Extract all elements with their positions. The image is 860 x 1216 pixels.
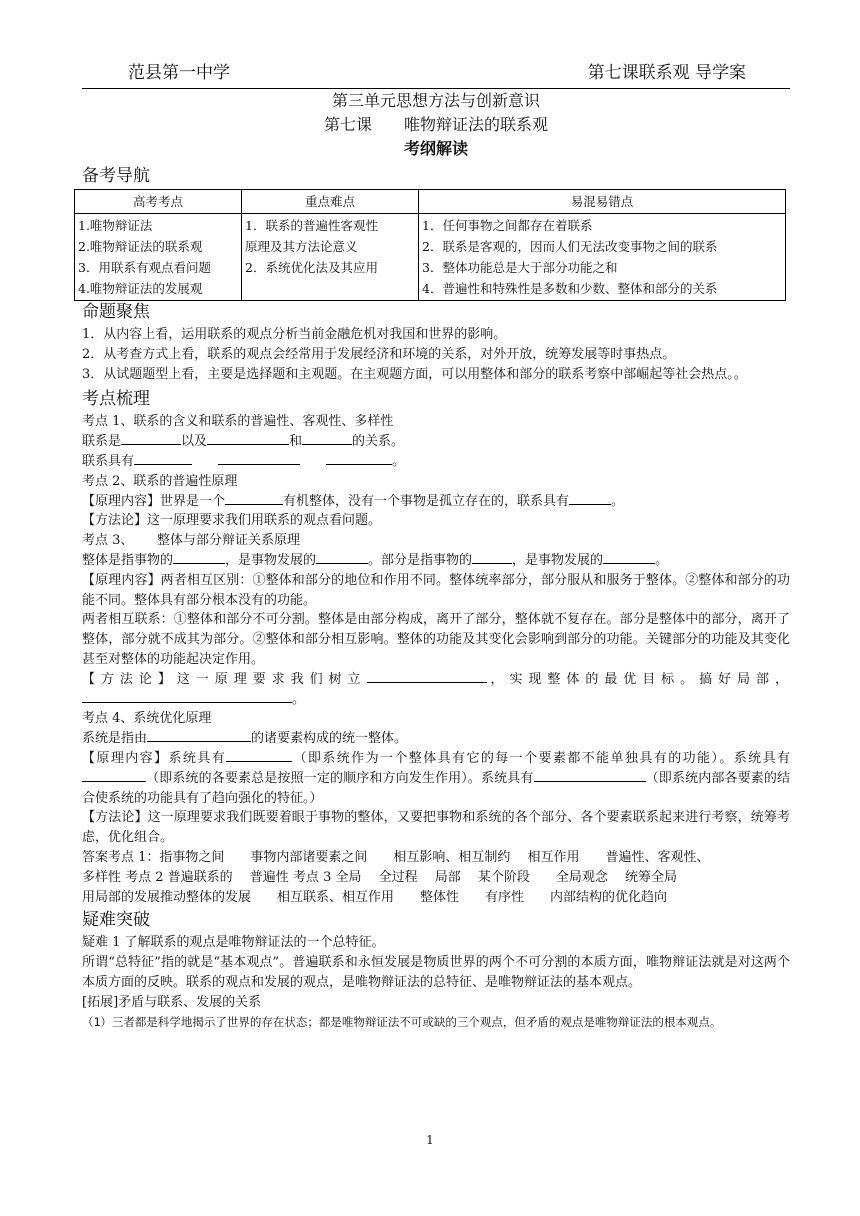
- blank: [316, 551, 368, 564]
- text: 。: [655, 552, 669, 568]
- hard-extend: [拓展]矛盾与联系、发展的关系: [82, 994, 262, 1010]
- text: 联系是: [82, 434, 122, 450]
- focus-item: 3．从试题题型上看，主要是选择题和主观题。在主观题方面，可以用整体和部分的联系考察中部崛起等社会热点。。: [82, 366, 747, 382]
- exam-table: [74, 189, 786, 301]
- unit-title: 第三单元思想方法与创新意识: [331, 91, 540, 110]
- answer-line: 答案考点 1：指事物之间 事物内部诸要素之间 相互影响、相互制约 相互作用 普遍性、客观性、: [82, 849, 710, 865]
- text: 联系具有: [82, 453, 135, 469]
- focus-item: 2．从考查方式上看，联系的观点会经常用于发展经济和环境的关系，对外开放，统筹发展等时事热点。: [82, 346, 676, 362]
- text: 【原理内容】世界是一个: [82, 493, 226, 509]
- page-number: 1: [426, 1133, 434, 1147]
- blank: [207, 432, 289, 445]
- hard-title: 疑难 1 了解联系的观点是唯物辩证法的一个总特征。: [82, 935, 385, 951]
- blank: [134, 452, 192, 465]
- list-item: 原理及其方法论意义: [245, 239, 358, 254]
- text: 有机整体，没有一个事物是孤立存在的，联系具有: [283, 493, 570, 509]
- blank: [225, 492, 283, 505]
- kp1-line2: [82, 452, 790, 472]
- list-item: 4.唯物辩证法的发展观: [78, 281, 203, 296]
- list-item: 4．普遍性和特殊性是多数和少数、整体和部分的关系: [422, 281, 718, 296]
- table-row: [75, 214, 786, 301]
- list-item: 3．用联系有观点看问题: [78, 260, 211, 275]
- blank: [603, 551, 655, 564]
- kp4-title: 考点 4、系统优化原理: [82, 711, 212, 727]
- kp1-line: [82, 432, 790, 452]
- table-header-row: [75, 190, 786, 214]
- text: （即系统作为一个整体具有它的每一个要素都不能单独具有的功能）。系统具有: [292, 750, 790, 766]
- kp3-method: [82, 670, 790, 710]
- text: ，是事物发展的: [512, 552, 604, 568]
- list-item: 2.唯物辩证法的联系观: [78, 239, 203, 254]
- text: 系统是指由: [82, 731, 148, 747]
- lesson-title: 第七课 唯物辩证法的联系观: [323, 115, 548, 134]
- blank: [326, 452, 392, 465]
- text: 。: [611, 493, 625, 509]
- kp1-title: 考点 1、联系的含义和联系的普遍性、客观性、多样性: [82, 414, 394, 430]
- list-item: 1.唯物辩证法: [78, 218, 153, 233]
- text: 。部分是指事物的: [368, 552, 473, 568]
- kp2-method: 【方法论】这一原理要求我们用联系的观点看问题。: [82, 513, 382, 529]
- text: 【方法论】这一原理要求我们树立: [82, 671, 367, 687]
- hard-body: 所谓“总特征”指的就是“基本观点”。普遍联系和永恒发展是物质世界的两个不可分割的本质方面，唯物辩证法就是对这两个本质方面的反映。联系的观点和发展的观点，是唯物辩证法的总特征、是唯物辩证法的基本观点。: [82, 955, 790, 990]
- heading-points: 考点梳理: [82, 389, 150, 410]
- kp3-line: [82, 551, 790, 571]
- answer-line: 用局部的发展推动整体的发展 相互联系、相互作用 整体性 有序性 内部结构的优化趋向: [82, 889, 668, 905]
- text: 。: [392, 453, 406, 469]
- text: 【原理内容】系统具有: [82, 750, 227, 766]
- text: （即系统内部各要素的结合使系统的功能具有了趋向强化的特征。）: [82, 770, 790, 806]
- heading-focus: 命题聚焦: [82, 302, 150, 322]
- blank: [226, 749, 292, 762]
- answer-line: 多样性 考点 2 普遍联系的 普遍性 考点 3 全局 全过程 局部 某个阶段 全局观念 统筹全局: [82, 869, 677, 885]
- heading-prepare: 备考导航: [82, 166, 150, 186]
- list-item: 3．整体功能总是大于部分功能之和: [422, 260, 618, 275]
- table-cell: [419, 214, 786, 301]
- kp3-content: 【原理内容】两者相互区别：①整体和部分的地位和作用不同。整体统率部分，部分服从和服务于整体。②整体和部分的功能不同。整体具有部分根本没有的功能。: [82, 572, 790, 608]
- table-cell: [75, 214, 242, 301]
- blank: [121, 432, 181, 445]
- hard-note: （1）三者都是科学地揭示了世界的存在状态；都是唯物辩证法不可或缺的三个观点，但矛盾的观点是唯物辩证法的根本观点。: [82, 1014, 722, 1029]
- blank: [569, 492, 611, 505]
- list-item: 2．联系是客观的，因而人们无法改变事物之间的联系: [422, 239, 718, 254]
- heading-hard: 疑难突破: [82, 910, 150, 931]
- kp4-content: [82, 749, 790, 808]
- text: 。: [292, 691, 308, 707]
- list-item: 2．系统优化法及其应用: [245, 260, 378, 275]
- blank: [367, 670, 487, 683]
- table-header: 高考考点: [75, 190, 242, 214]
- kp4-line: [82, 729, 790, 749]
- school-name: 范县第一中学: [128, 63, 230, 83]
- focus-item: 1．从内容上看，运用联系的观点分析当前金融危机对我国和世界的影响。: [82, 327, 507, 342]
- blank: [534, 769, 646, 782]
- blank: [173, 551, 225, 564]
- text: 和: [289, 434, 303, 450]
- table-header: 重点难点: [242, 190, 419, 214]
- blank: [218, 452, 300, 465]
- blank: [147, 729, 251, 742]
- text: 整体是指事物的: [82, 552, 174, 568]
- list-item: 1．联系的普遍性客观性: [245, 218, 378, 233]
- kp2-title: 考点 2、联系的普遍性原理: [82, 473, 238, 489]
- kp2-line: [82, 492, 790, 512]
- kp3-relation: 两者相互联系：①整体和部分不可分割。整体是由部分构成，离开了部分，整体就不复存在。部分是整体中的部分，离开了整体，部分就不成其为部分。②整体和部分相互影响。整体的功能及其变化会影响到部分的功能。关键部分的功能及其变化甚至对整体的功能起决定作用。: [82, 612, 790, 667]
- table-header: 易混易错点: [419, 190, 786, 214]
- blank: [472, 551, 512, 564]
- text: ，是事物发展的: [225, 552, 317, 568]
- section-title: 考纲解读: [403, 139, 468, 158]
- text: 以及: [181, 434, 208, 450]
- blank: [82, 769, 146, 782]
- kp3-title: 考点 3、 整体与部分辩证关系原理: [82, 533, 301, 549]
- list-item: 1．任何事物之间都存在着联系: [422, 218, 593, 233]
- blank: [82, 690, 292, 703]
- blank: [302, 432, 352, 445]
- table-cell: [242, 214, 419, 301]
- page-header: [82, 60, 790, 89]
- text: ，实现整体的最优目标。搞好局部，: [486, 671, 790, 687]
- text: 的关系。: [352, 434, 405, 450]
- document-page: [78, 60, 790, 1031]
- text: 的诸要素构成的统一整体。: [251, 731, 408, 747]
- kp4-method: 【方法论】这一原理要求我们既要着眼于事物的整体，又要把事物和系统的各个部分、各个要素联系起来进行考察，统筹考虑，优化组合。: [82, 810, 790, 846]
- lesson-name: 第七课联系观 导学案: [587, 63, 746, 83]
- text: （即系统的各要素总是按照一定的顺序和方向发生作用）。系统具有: [146, 770, 534, 786]
